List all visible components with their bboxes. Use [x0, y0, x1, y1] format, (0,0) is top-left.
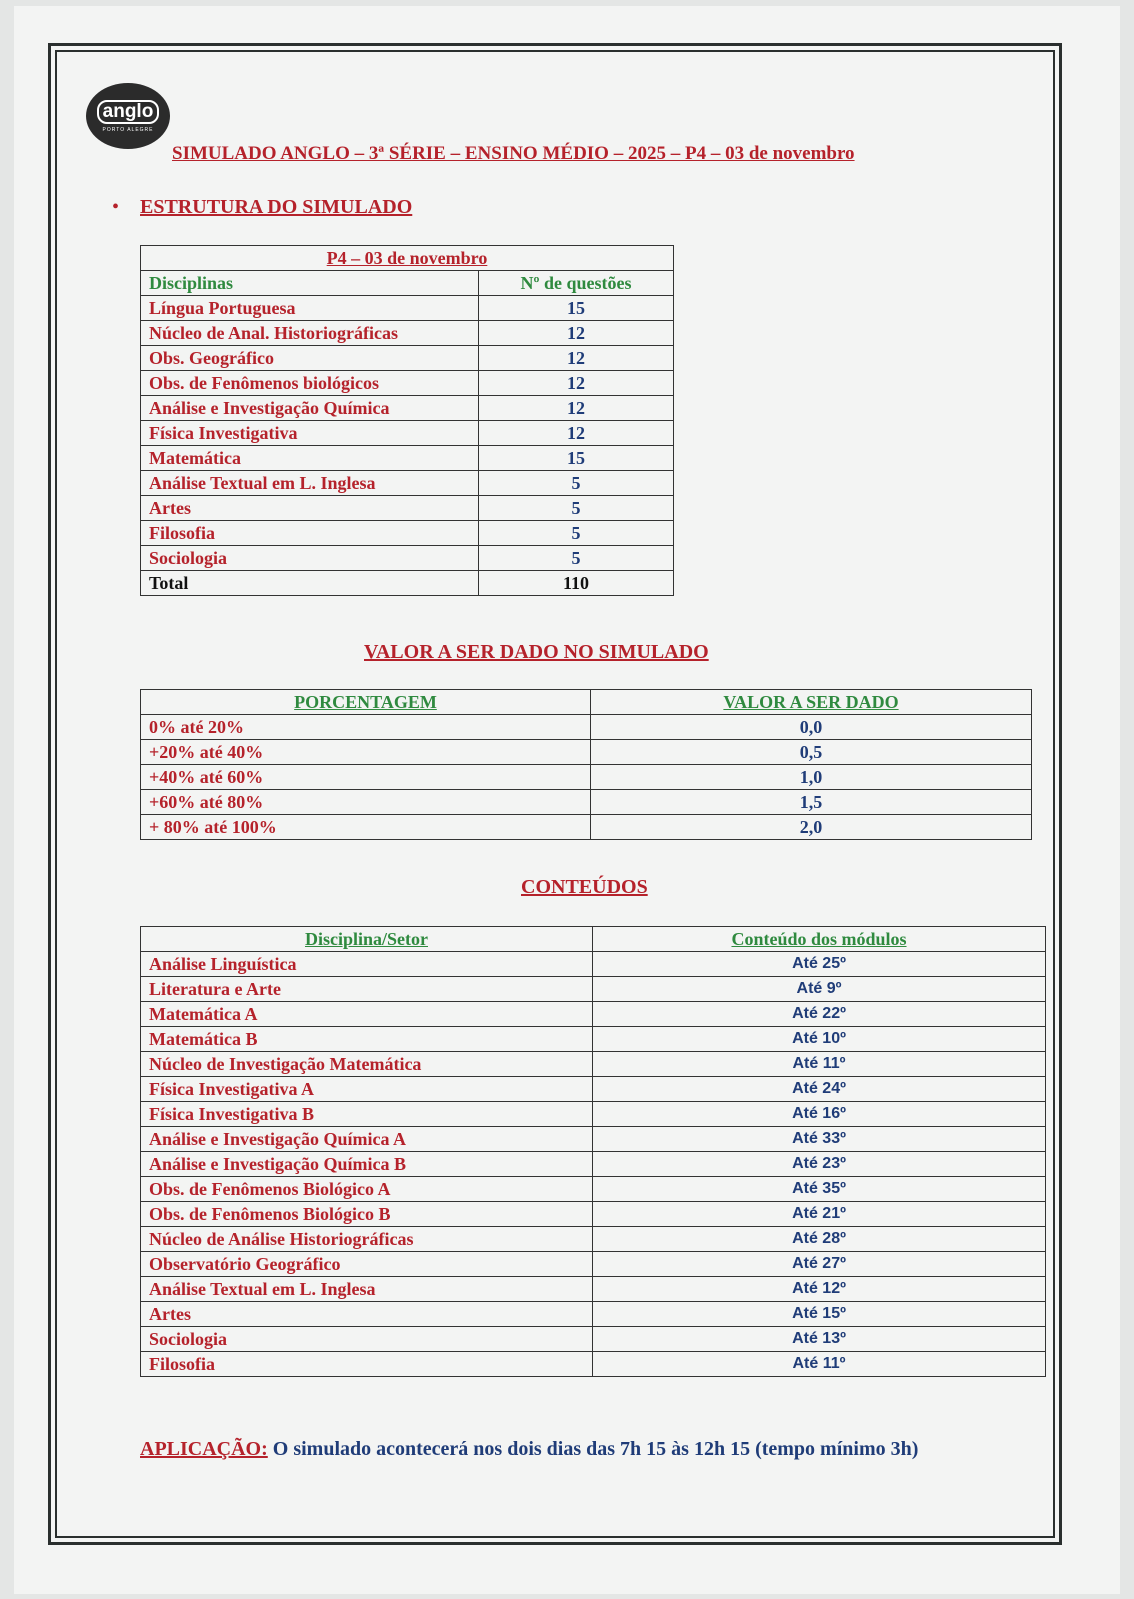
question-count: 5 [479, 546, 674, 571]
question-count: 12 [479, 421, 674, 446]
discipline-name: Física Investigativa [141, 421, 479, 446]
grading-row [141, 815, 1032, 840]
contents-row [141, 1177, 1046, 1202]
subject-name: Filosofia [141, 1352, 593, 1377]
module-range: Até 28º [593, 1227, 1046, 1252]
discipline-name: Análise Textual em L. Inglesa [141, 471, 479, 496]
module-range: Até 16º [593, 1102, 1046, 1127]
grade-value: 0,5 [591, 740, 1032, 765]
contents-row [141, 1002, 1046, 1027]
grade-value: 0,0 [591, 715, 1032, 740]
discipline-name: Sociologia [141, 546, 479, 571]
subject-name: Observatório Geográfico [141, 1252, 593, 1277]
col-disciplines: Disciplinas [141, 271, 479, 296]
discipline-name: Obs. de Fenômenos biológicos [141, 371, 479, 396]
contents-row [141, 952, 1046, 977]
col-value: VALOR A SER DADO [591, 690, 1032, 715]
contents-row [141, 1152, 1046, 1177]
total-value: 110 [479, 571, 674, 596]
percent-range: +40% até 60% [141, 765, 591, 790]
discipline-name: Filosofia [141, 521, 479, 546]
subject-name: Física Investigativa A [141, 1077, 593, 1102]
subject-name: Matemática A [141, 1002, 593, 1027]
grade-value: 1,5 [591, 790, 1032, 815]
grade-value: 1,0 [591, 765, 1032, 790]
structure-row [141, 396, 674, 421]
module-range: Até 11º [593, 1352, 1046, 1377]
grading-row [141, 765, 1032, 790]
contents-row [141, 1202, 1046, 1227]
discipline-name: Obs. Geográfico [141, 346, 479, 371]
discipline-name: Língua Portuguesa [141, 296, 479, 321]
contents-row [141, 1052, 1046, 1077]
contents-row [141, 1102, 1046, 1127]
question-count: 12 [479, 346, 674, 371]
structure-row [141, 546, 674, 571]
logo-word: anglo [97, 100, 160, 124]
grading-row [141, 740, 1032, 765]
question-count: 5 [479, 521, 674, 546]
module-range: Até 24º [593, 1077, 1046, 1102]
subject-name: Obs. de Fenômenos Biológico A [141, 1177, 593, 1202]
module-range: Até 9º [593, 977, 1046, 1002]
subject-name: Literatura e Arte [141, 977, 593, 1002]
col-percent: PORCENTAGEM [141, 690, 591, 715]
subject-name: Sociologia [141, 1327, 593, 1352]
contents-row [141, 1077, 1046, 1102]
structure-row [141, 446, 674, 471]
grading-row [141, 715, 1032, 740]
anglo-logo [86, 83, 170, 149]
module-range: Até 23º [593, 1152, 1046, 1177]
grading-table [140, 689, 1032, 840]
subject-name: Núcleo de Investigação Matemática [141, 1052, 593, 1077]
contents-row [141, 1027, 1046, 1052]
module-range: Até 22º [593, 1002, 1046, 1027]
subject-name: Análise e Investigação Química A [141, 1127, 593, 1152]
logo-subtext: PORTO ALEGRE [102, 126, 154, 133]
subject-name: Artes [141, 1302, 593, 1327]
module-range: Até 35º [593, 1177, 1046, 1202]
application-label: APLICAÇÃO: [140, 1438, 268, 1460]
module-range: Até 10º [593, 1027, 1046, 1052]
application-note [140, 1438, 918, 1461]
structure-table [140, 245, 674, 596]
question-count: 12 [479, 321, 674, 346]
subject-name: Análise Textual em L. Inglesa [141, 1277, 593, 1302]
question-count: 5 [479, 471, 674, 496]
module-range: Até 21º [593, 1202, 1046, 1227]
col-modules: Conteúdo dos módulos [593, 927, 1046, 952]
structure-row [141, 321, 674, 346]
total-label: Total [141, 571, 479, 596]
subject-name: Matemática B [141, 1027, 593, 1052]
structure-row [141, 521, 674, 546]
contents-row [141, 977, 1046, 1002]
module-range: Até 13º [593, 1327, 1046, 1352]
grade-value: 2,0 [591, 815, 1032, 840]
percent-range: 0% até 20% [141, 715, 591, 740]
subject-name: Núcleo de Análise Historiográficas [141, 1227, 593, 1252]
bullet-icon: • [112, 196, 120, 218]
contents-table [140, 926, 1046, 1377]
structure-row [141, 346, 674, 371]
module-range: Até 27º [593, 1252, 1046, 1277]
contents-row [141, 1327, 1046, 1352]
grading-row [141, 790, 1032, 815]
question-count: 15 [479, 296, 674, 321]
contents-row [141, 1227, 1046, 1252]
question-count: 12 [479, 371, 674, 396]
contents-heading: CONTEÚDOS [521, 876, 648, 898]
structure-row [141, 471, 674, 496]
col-questions: Nº de questões [479, 271, 674, 296]
contents-row [141, 1127, 1046, 1152]
percent-range: +20% até 40% [141, 740, 591, 765]
contents-row [141, 1302, 1046, 1327]
document-title: SIMULADO ANGLO – 3ª SÉRIE – ENSINO MÉDIO – 2025 – P4 – 03 de novembro [172, 143, 855, 164]
structure-table-title: P4 – 03 de novembro [141, 246, 674, 271]
subject-name: Análise e Investigação Química B [141, 1152, 593, 1177]
module-range: Até 33º [593, 1127, 1046, 1152]
discipline-name: Núcleo de Anal. Historiográficas [141, 321, 479, 346]
module-range: Até 15º [593, 1302, 1046, 1327]
subject-name: Análise Linguística [141, 952, 593, 977]
module-range: Até 11º [593, 1052, 1046, 1077]
subject-name: Obs. de Fenômenos Biológico B [141, 1202, 593, 1227]
module-range: Até 25º [593, 952, 1046, 977]
discipline-name: Análise e Investigação Química [141, 396, 479, 421]
question-count: 12 [479, 396, 674, 421]
contents-row [141, 1252, 1046, 1277]
grading-heading: VALOR A SER DADO NO SIMULADO [364, 641, 709, 663]
contents-row [141, 1277, 1046, 1302]
structure-row [141, 421, 674, 446]
discipline-name: Artes [141, 496, 479, 521]
discipline-name: Matemática [141, 446, 479, 471]
question-count: 15 [479, 446, 674, 471]
question-count: 5 [479, 496, 674, 521]
col-subject: Disciplina/Setor [141, 927, 593, 952]
structure-row [141, 371, 674, 396]
subject-name: Física Investigativa B [141, 1102, 593, 1127]
structure-row [141, 496, 674, 521]
percent-range: + 80% até 100% [141, 815, 591, 840]
structure-row [141, 296, 674, 321]
application-text: O simulado acontecerá nos dois dias das 7h 15 às 12h 15 (tempo mínimo 3h) [267, 1438, 919, 1460]
percent-range: +60% até 80% [141, 790, 591, 815]
module-range: Até 12º [593, 1277, 1046, 1302]
structure-heading: ESTRUTURA DO SIMULADO [140, 196, 413, 218]
contents-row [141, 1352, 1046, 1377]
